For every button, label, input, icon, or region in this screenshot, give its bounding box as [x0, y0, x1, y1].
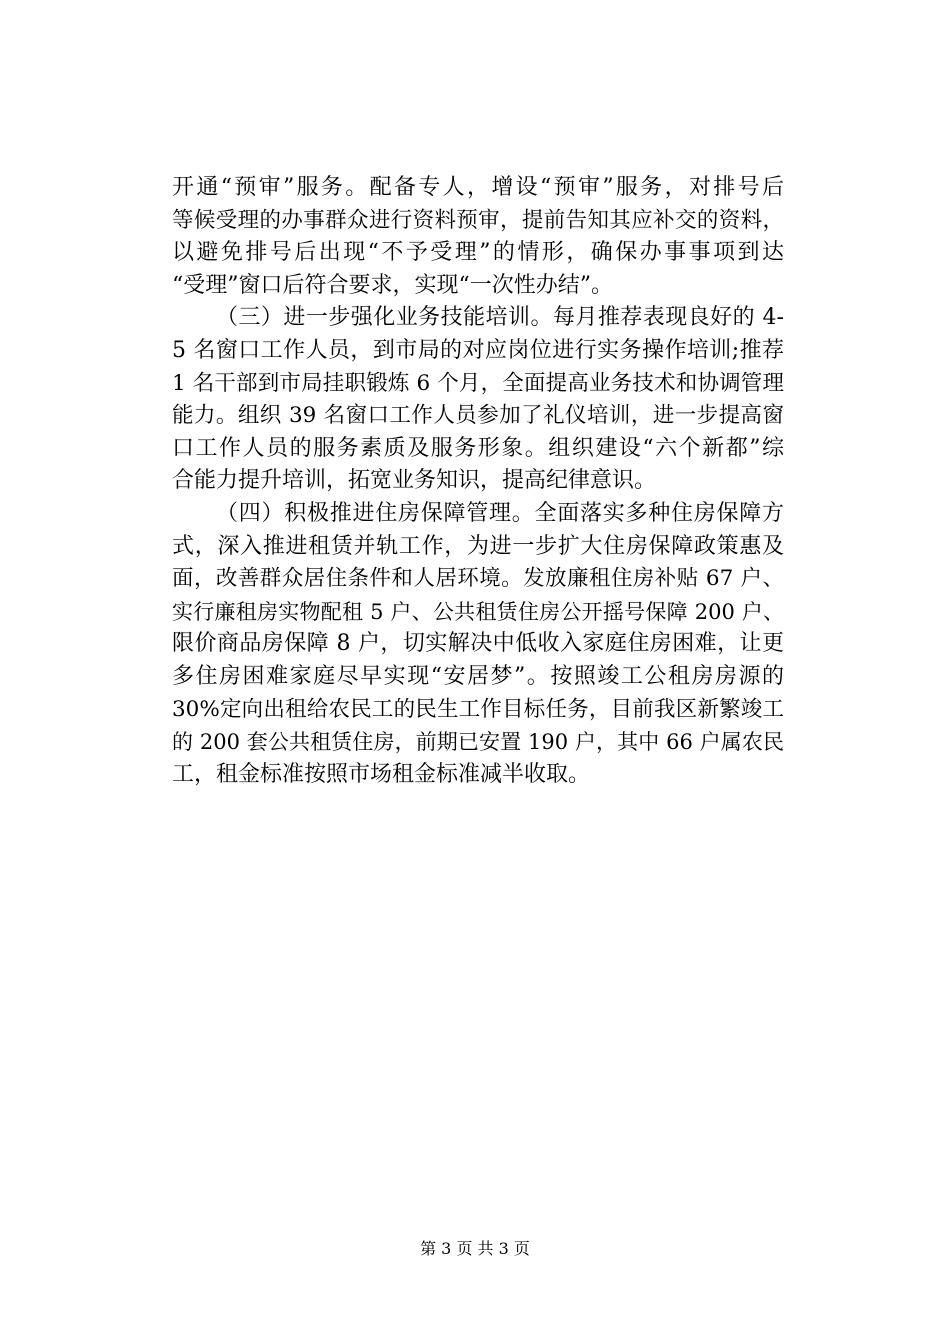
text-line: 等候受理的办事群众进行资料预审，提前告知其应补交的资料， [172, 207, 784, 233]
text-line: 以避免排号后出现“不予受理”的情形，确保办事事项到达 [172, 240, 784, 266]
text-line: 30%定向出租给农民工的民生工作目标任务，目前我区新繁竣工 [172, 696, 784, 722]
document-body [172, 172, 784, 791]
text-line: “受理”窗口后符合要求，实现“一次性办结”。 [172, 272, 613, 298]
text-line: 的 200 套公共租赁住房，前期已安置 190 户，其中 66 户属农民 [172, 730, 784, 755]
text-line: 5 名窗口工作人员，到市局的对应岗位进行实务操作培训;推荐 [172, 337, 784, 363]
text-line: 限价商品房保障 8 户，切实解决中低收入家庭住房困难，让更 [172, 631, 784, 657]
text-line-indented: （四）积极推进住房保障管理。全面落实多种住房保障方 [216, 500, 784, 526]
page-number-footer: 第 3 页 共 3 页 [420, 1239, 530, 1258]
text-line: 合能力提升培训，拓宽业务知识，提高纪律意识。 [172, 468, 657, 494]
text-line: 面，改善群众居住条件和人居环境。发放廉租住房补贴 67 户、 [172, 566, 784, 592]
text-line: 实行廉租房实物配租 5 户、公共租赁住房公开摇号保障 200 户、 [172, 599, 784, 624]
text-line-indented: （三）进一步强化业务技能培训。每月推荐表现良好的 4- [216, 305, 784, 331]
text-line: 能力。组织 39 名窗口工作人员参加了礼仪培训，进一步提高窗 [172, 403, 784, 429]
text-line: 式，深入推进租赁并轨工作，为进一步扩大住房保障政策惠及 [172, 533, 784, 559]
text-line: 多住房困难家庭尽早实现“安居梦”。按照竣工公租房房源的 [172, 663, 784, 689]
text-line: 口工作人员的服务素质及服务形象。组织建设“六个新都”综 [172, 435, 784, 461]
text-line: 工，租金标准按照市场租金标准减半收取。 [172, 761, 591, 787]
text-line: 开通“预审”服务。配备专人，增设“预审”服务，对排号后 [172, 175, 784, 200]
text-line: 1 名干部到市局挂职锻炼 6 个月，全面提高业务技术和协调管理 [172, 370, 784, 396]
